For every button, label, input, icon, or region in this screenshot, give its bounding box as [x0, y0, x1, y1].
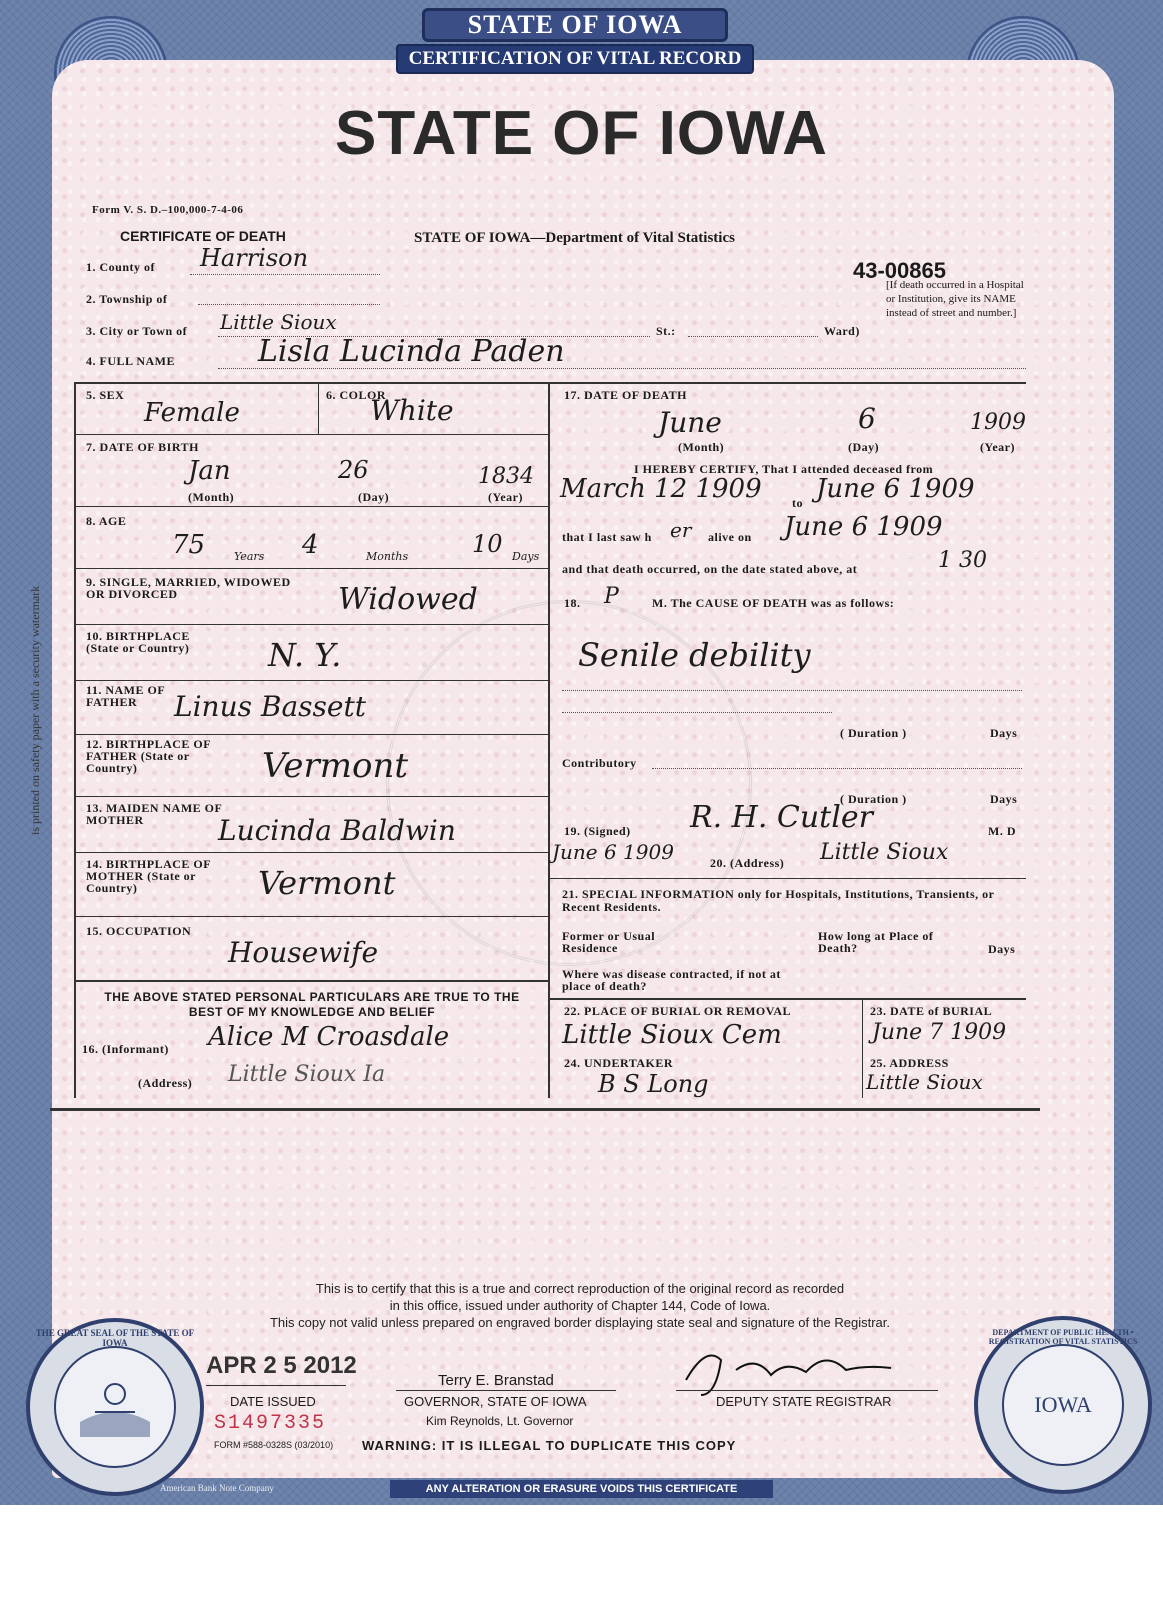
form-rule	[74, 434, 548, 435]
to-label: to	[792, 496, 803, 510]
informant-address-label: (Address)	[138, 1076, 193, 1090]
informant-value: Alice M Croasdale	[208, 1022, 450, 1052]
dob-year-caption: (Year)	[488, 490, 523, 504]
meridiem: P	[604, 584, 619, 609]
contributory-line	[652, 768, 1022, 769]
st-label: St.:	[656, 324, 676, 338]
banner-state: STATE OF IOWA	[422, 8, 728, 42]
side-security-text: is printed on safety paper with a security watermark	[28, 585, 42, 835]
death-time: 1 30	[938, 548, 987, 573]
dob-month: Jan	[188, 456, 231, 486]
age-label: 8. AGE	[86, 514, 127, 528]
form-number: Form V. S. D.–100,000-7-4-06	[92, 204, 244, 216]
attend-from: March 12 1909	[560, 474, 762, 504]
form-rule	[74, 980, 548, 982]
public-health-seal-icon	[974, 1316, 1152, 1494]
marital-value: Widowed	[338, 582, 478, 617]
contracted-label: Where was disease contracted, if not at place of death?	[562, 967, 781, 993]
certificate-title: CERTIFICATE OF DEATH	[120, 228, 286, 244]
governor-line	[396, 1390, 616, 1391]
banner-certification: CERTIFICATION OF VITAL RECORD	[396, 44, 754, 74]
hospital-note: [If death occurred in a Hospital or Institution, give its NAME instead of street and number.]	[886, 279, 1024, 319]
duration-days-label: Days	[990, 726, 1018, 740]
color-value: White	[370, 394, 454, 427]
address20-label: 20. (Address)	[710, 856, 785, 870]
form-rule	[50, 1108, 1040, 1111]
form-rule	[74, 734, 548, 735]
marital-label: 9. SINGLE, MARRIED, WIDOWED OR DIVORCED	[86, 575, 291, 601]
form-rule	[74, 680, 548, 681]
cause-value: Senile debility	[578, 636, 811, 674]
mother-value: Lucinda Baldwin	[218, 814, 456, 847]
burial-place-label: 22. PLACE OF BURIAL OR REMOVAL	[564, 1004, 792, 1018]
seal-left-ring-text: THE GREAT SEAL OF THE STATE OF IOWA	[35, 1328, 195, 1348]
age-days: 10	[472, 530, 503, 558]
contributory-label: Contributory	[562, 756, 637, 770]
street-line	[688, 336, 818, 337]
seal-landscape-icon	[75, 1372, 155, 1442]
father-label: 11. NAME OF FATHER	[86, 683, 165, 709]
father-birthplace-value: Vermont	[262, 746, 409, 786]
mother-label: 13. MAIDEN NAME OF MOTHER	[86, 801, 222, 827]
duplicate-warning: WARNING: IT IS ILLEGAL TO DUPLICATE THIS COPY	[362, 1438, 737, 1453]
occupation-label: 15. OCCUPATION	[86, 924, 192, 938]
birthplace-label: 10. BIRTHPLACE (State or Country)	[86, 629, 190, 655]
dod-year-caption: (Year)	[980, 440, 1015, 454]
special-info-label: 21. SPECIAL INFORMATION only for Hospitals, Institutions, Transients, or Recent Residents.	[562, 887, 995, 914]
county-line	[190, 274, 380, 275]
particulars-note: THE ABOVE STATED PERSONAL PARTICULARS ARE TRUE TO THE BEST OF MY KNOWLEDGE AND BELIEF	[104, 990, 520, 1019]
death-certificate-form	[68, 200, 1038, 1120]
mother-birthplace-label: 14. BIRTHPLACE OF MOTHER (State or Country)	[86, 857, 211, 895]
burial-date-label: 23. DATE of BURIAL	[870, 1004, 993, 1018]
undertaker-value: B S Long	[598, 1070, 709, 1098]
cert-line-3: This copy not valid unless prepared on engraved border displaying state seal and signature of the Registrar.	[269, 1315, 891, 1330]
color-label: 6. COLOR	[326, 388, 387, 402]
form-rule	[862, 1000, 863, 1098]
age-months-caption: Months	[366, 550, 409, 563]
full-name-label: 4. FULL NAME	[86, 354, 176, 368]
dob-year: 1834	[478, 464, 534, 489]
duration-label-2: ( Duration )	[840, 792, 907, 806]
dob-label: 7. DATE OF BIRTH	[86, 440, 199, 454]
undertaker-address-value: Little Sioux	[866, 1070, 983, 1094]
alive-on-label: alive on	[708, 530, 752, 544]
top-banner	[396, 8, 754, 70]
certification-statement	[200, 1280, 960, 1331]
last-saw-pronoun: er	[670, 518, 692, 542]
undertaker-address-label: 25. ADDRESS	[870, 1056, 949, 1070]
undertaker-label: 24. UNDERTAKER	[564, 1056, 674, 1070]
dod-month: June	[658, 406, 722, 439]
city-label: 3. City or Town of	[86, 324, 188, 338]
attend-to: June 6 1909	[816, 474, 975, 504]
form-rule	[548, 878, 1026, 879]
registrar-signature-icon	[676, 1340, 926, 1400]
father-birthplace-label: 12. BIRTHPLACE OF FATHER (State or Country)	[86, 737, 211, 775]
signed-date: June 6 1909	[552, 840, 674, 864]
sex-value: Female	[144, 398, 240, 428]
how-long-label: How long at Place of Death?	[818, 929, 934, 955]
death-time-text: and that death occurred, on the date stated above, at	[562, 562, 858, 576]
informant-label: 16. (Informant)	[82, 1042, 169, 1056]
township-label: 2. Township of	[86, 292, 168, 306]
certify-text: I HEREBY CERTIFY, That I attended deceased from	[634, 462, 934, 476]
cert-line-2: in this office, issued under authority of Chapter 144, Code of Iowa.	[389, 1298, 771, 1313]
alteration-warning-band: ANY ALTERATION OR ERASURE VOIDS THIS CERTIFICATE	[390, 1480, 773, 1498]
former-residence-label: Former or Usual Residence	[562, 929, 656, 955]
registrar-title: DEPUTY STATE REGISTRAR	[716, 1394, 892, 1409]
form-rule	[74, 568, 548, 569]
how-long-days-label: Days	[988, 942, 1016, 956]
seal-right-center: IOWA	[1034, 1392, 1092, 1417]
last-saw-date: June 6 1909	[784, 512, 943, 542]
county-label: 1. County of	[86, 260, 156, 274]
form-rule	[74, 382, 76, 1098]
form-rule	[74, 852, 548, 853]
date-issued-value: APR 2 5 2012	[206, 1352, 357, 1379]
physician-signature: R. H. Cutler	[690, 800, 873, 835]
dod-month-caption: (Month)	[678, 440, 725, 454]
informant-address-value: Little Sioux Ia	[228, 1062, 386, 1087]
dob-month-caption: (Month)	[188, 490, 235, 504]
mother-birthplace-value: Vermont	[258, 864, 396, 902]
record-number: 43-00865	[853, 258, 946, 283]
form-rule	[548, 998, 1026, 1000]
age-days-caption: Days	[512, 550, 540, 563]
form-rule	[548, 382, 550, 1098]
page-title: STATE OF IOWA	[335, 99, 828, 168]
age-years-caption: Years	[234, 550, 265, 563]
city-value: Little Sioux	[220, 310, 337, 334]
date-issued-line	[206, 1385, 346, 1386]
md-label: M. D	[988, 824, 1016, 838]
ward-label: Ward)	[824, 324, 860, 338]
dob-day: 26	[338, 456, 369, 484]
county-value: Harrison	[200, 244, 309, 272]
last-saw-text: that I last saw h	[562, 530, 652, 544]
registrar-line	[676, 1390, 938, 1391]
form-rule	[74, 796, 548, 797]
great-seal-iowa-icon	[26, 1318, 204, 1496]
duration-days-label-2: Days	[990, 792, 1018, 806]
dod-year: 1909	[970, 410, 1026, 435]
form-rule	[74, 916, 548, 917]
township-line	[198, 304, 380, 305]
seal-right-ring-text: DEPARTMENT OF PUBLIC HEALTH • REGISTRATION OF VITAL STATISTICS	[988, 1328, 1138, 1346]
occupation-value: Housewife	[228, 936, 379, 969]
dob-day-caption: (Day)	[358, 490, 390, 504]
cause-number: 18.	[564, 596, 581, 610]
dod-label: 17. DATE OF DEATH	[564, 388, 687, 402]
form-code: FORM #588-0328S (03/2010)	[214, 1440, 334, 1450]
full-name-line	[218, 368, 1026, 369]
cause-label: M. The CAUSE OF DEATH was as follows:	[652, 596, 895, 610]
physician-address: Little Sioux	[820, 840, 949, 865]
dod-day-caption: (Day)	[848, 440, 880, 454]
cause-line	[562, 712, 832, 713]
department: STATE OF IOWA—Department of Vital Statistics	[414, 230, 735, 246]
governor-title: GOVERNOR, STATE OF IOWA	[404, 1394, 587, 1409]
cert-line-1: This is to certify that this is a true and correct reproduction of the original record as recorded	[315, 1281, 845, 1296]
age-months: 4	[302, 530, 319, 560]
form-rule	[74, 382, 1026, 384]
serial-number: S1497335	[214, 1412, 327, 1435]
date-issued-label: DATE ISSUED	[230, 1394, 316, 1409]
burial-date-value: June 7 1909	[872, 1020, 1007, 1045]
form-rule	[74, 506, 548, 507]
cause-line	[562, 690, 1022, 691]
duration-label: ( Duration )	[840, 726, 907, 740]
sex-label: 5. SEX	[86, 388, 125, 402]
father-value: Linus Bassett	[174, 690, 366, 723]
printer-credit: American Bank Note Company	[160, 1483, 274, 1493]
burial-place-value: Little Sioux Cem	[562, 1020, 782, 1050]
governor-name: Terry E. Branstad	[438, 1372, 554, 1389]
form-rule	[74, 624, 548, 625]
signed-label: 19. (Signed)	[564, 824, 631, 838]
lt-governor: Kim Reynolds, Lt. Governor	[426, 1414, 574, 1428]
dod-day: 6	[858, 402, 876, 435]
age-years: 75	[172, 530, 206, 560]
full-name-value: Lisla Lucinda Paden	[258, 334, 565, 369]
form-rule	[318, 382, 319, 434]
birthplace-value: N. Y.	[268, 636, 342, 674]
